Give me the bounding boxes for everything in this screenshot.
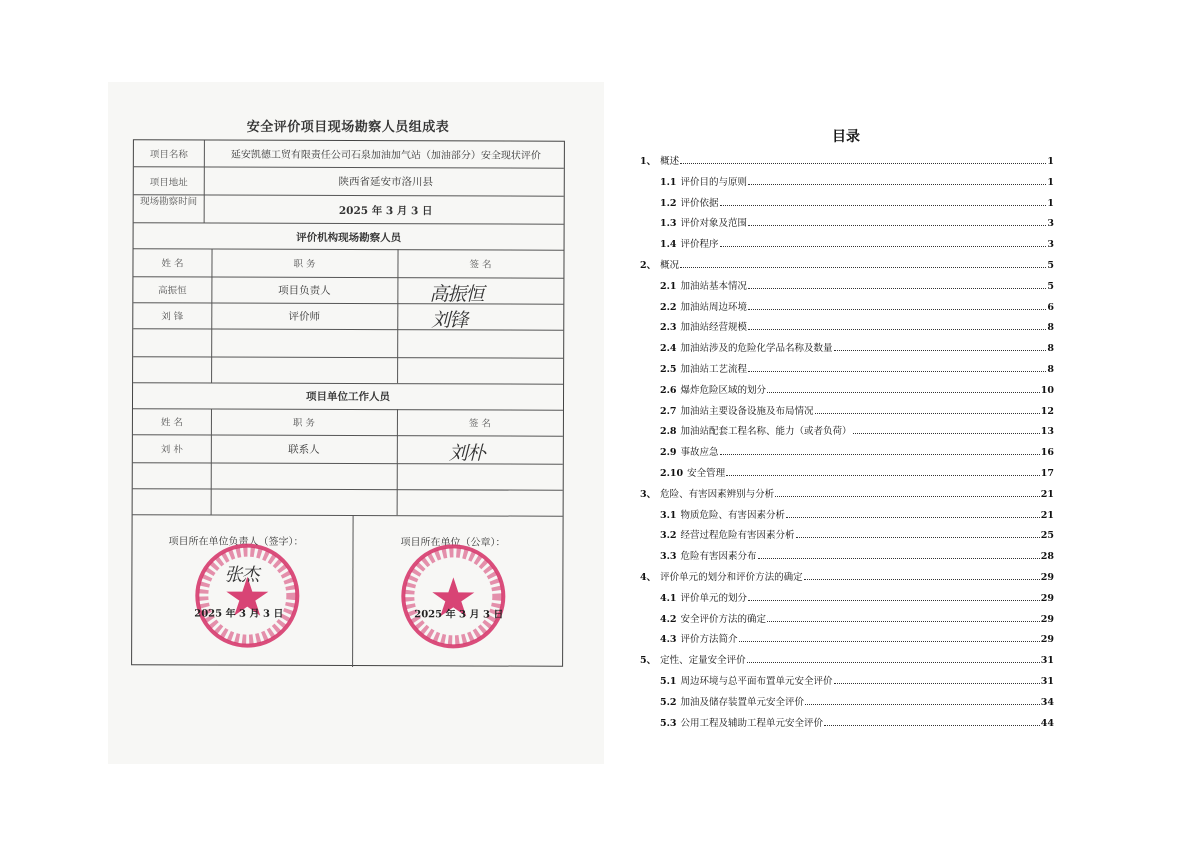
toc-entry[interactable] (640, 257, 1054, 271)
unit-seal-label: 项目所在单位（公章）： (400, 537, 506, 549)
toc-entry[interactable] (660, 174, 1054, 188)
toc-entry-page: 21 (1040, 488, 1054, 500)
toc-entry-title: 危险、有害因素辨别与分析 (660, 488, 775, 500)
toc-entry-number: 1.2 (660, 197, 677, 209)
toc-entry-title: 加油站工艺流程 (680, 364, 748, 375)
toc-entry-number: 2.8 (660, 426, 677, 438)
toc-dot-leader (720, 454, 1040, 455)
toc-entry-number: 4.1 (660, 592, 677, 604)
toc-entry-number: 3.1 (660, 509, 677, 521)
toc-entry[interactable] (660, 548, 1054, 562)
toc-entry-title: 事故应急 (680, 447, 719, 459)
toc-entry-page: 8 (1047, 343, 1054, 355)
toc-entry-title: 评价对象及范围 (680, 218, 748, 230)
toc-entry[interactable] (660, 631, 1054, 645)
toc-entry-number: 3.2 (660, 530, 677, 542)
toc-dot-leader (720, 205, 1047, 206)
survey-time-label: 现场勘察时间 (140, 196, 198, 208)
toc-entry-title: 加油站配套工程名称、能力（或者负荷） (680, 426, 852, 438)
toc-entry[interactable] (660, 444, 1054, 458)
toc-dot-leader (824, 725, 1040, 726)
toc-entry-page: 25 (1040, 530, 1054, 542)
toc-dot-leader (680, 267, 1046, 268)
toc-entry[interactable] (660, 236, 1054, 250)
toc-entry-page: 16 (1040, 447, 1054, 459)
project-location-label: 项目地址 (149, 177, 188, 189)
toc-entry-title: 评价依据 (680, 197, 719, 209)
toc-entry[interactable] (660, 195, 1054, 209)
toc-entry-title: 评价程序 (680, 239, 719, 251)
toc-entry-title: 加油及储存装置单元安全评价 (680, 696, 805, 708)
evaluator-header-role: 职 务 (293, 258, 316, 270)
toc-entry-number: 5.3 (660, 717, 677, 729)
leader-signature-date: 2025 年 3 月 3 日 (194, 608, 284, 620)
evaluator-header-signature: 签 名 (469, 259, 492, 271)
toc-entry-page: 31 (1040, 655, 1054, 667)
toc-entry[interactable] (640, 569, 1054, 583)
evaluator-header-name: 姓 名 (161, 258, 184, 270)
toc-entry-number: 2.7 (660, 405, 677, 417)
toc-entry-page: 1 (1047, 197, 1054, 209)
toc-entry[interactable] (660, 611, 1054, 625)
toc-entry-page: 29 (1040, 613, 1054, 625)
toc-entry-page: 8 (1047, 322, 1054, 334)
toc-dot-leader (804, 579, 1040, 580)
toc-entry[interactable] (660, 278, 1054, 292)
toc-dot-leader (758, 558, 1040, 559)
toc-dot-leader (748, 600, 1040, 601)
toc-entry-page: 21 (1040, 509, 1054, 521)
toc-entry[interactable] (640, 486, 1054, 500)
toc-entry[interactable] (660, 715, 1054, 729)
toc-entry-page: 8 (1047, 364, 1054, 375)
unit-staff-1-role: 联系人 (288, 443, 320, 456)
toc-dot-leader (815, 413, 1040, 414)
toc-entry-number: 2.5 (660, 364, 677, 375)
toc-entry-number: 4、 (640, 572, 657, 583)
toc-dot-leader (747, 662, 1040, 663)
toc-dot-leader (748, 184, 1046, 185)
toc-entry-page: 44 (1040, 717, 1054, 729)
unit-header-signature: 签 名 (468, 418, 491, 430)
toc-entry-page: 29 (1040, 592, 1054, 604)
toc-entry[interactable] (660, 527, 1054, 541)
toc-entry-number: 1.4 (660, 239, 677, 251)
toc-entry-title: 安全评价方法的确定 (680, 613, 767, 625)
toc-entry-title: 评价方法简介 (680, 634, 738, 646)
toc-entry-title: 概述 (660, 156, 680, 167)
toc-entry-number: 2.1 (660, 280, 677, 292)
toc-entry-title: 加油站涉及的危险化学品名称及数量 (680, 343, 833, 355)
toc-entry-number: 3.3 (660, 551, 677, 563)
toc-dot-leader (767, 621, 1040, 622)
toc-entry-page: 3 (1047, 218, 1054, 230)
toc-entry-title: 评价单元的划分 (680, 592, 748, 604)
toc-entry-number: 2.4 (660, 343, 677, 355)
toc-entry[interactable] (660, 215, 1054, 229)
toc-entry[interactable] (660, 590, 1054, 604)
toc-entry[interactable] (660, 694, 1054, 708)
toc-entry-title: 加油站主要设备设施及布局情况 (680, 405, 814, 417)
unit-staff-1-signature: 刘朴 (448, 442, 485, 465)
evaluator-2-signature: 刘锋 (431, 309, 468, 332)
toc-entry-title: 概况 (660, 260, 680, 271)
survey-personnel-table (131, 139, 565, 667)
toc-dot-leader (748, 309, 1046, 310)
toc-entry-page: 12 (1040, 405, 1054, 417)
evaluator-1-role: 项目负责人 (278, 284, 331, 297)
toc-entry-title: 公用工程及辅助工程单元安全评价 (680, 717, 824, 729)
toc-dot-leader (748, 371, 1046, 372)
leader-signature: 张杰 (224, 564, 259, 586)
toc-entry-title: 经营过程危险有害因素分析 (680, 530, 795, 542)
evaluator-1-name: 高振恒 (158, 285, 187, 297)
toc-entry-page: 13 (1040, 426, 1054, 438)
toc-entry-title: 物质危险、有害因素分析 (680, 509, 786, 521)
toc-entry[interactable] (660, 340, 1054, 354)
toc-entry[interactable] (660, 382, 1054, 396)
unit-seal-date: 2025 年 3 月 3 日 (414, 609, 504, 621)
toc-entry-page: 1 (1047, 156, 1054, 167)
toc-entry-title: 评价单元的划分和评价方法的确定 (660, 572, 803, 583)
toc-entry-title: 爆炸危险区域的划分 (680, 384, 767, 396)
toc-dot-leader (767, 392, 1040, 393)
toc-dot-leader (748, 288, 1046, 289)
project-location-value: 陕西省延安市洛川县 (338, 175, 434, 189)
evaluator-section-title: 评价机构现场勘察人员 (296, 231, 402, 245)
toc-entry-page: 5 (1047, 280, 1054, 292)
toc-dot-leader (796, 537, 1040, 538)
toc-entry[interactable] (660, 299, 1054, 313)
toc-entry-page: 3 (1047, 239, 1054, 251)
toc-entry[interactable] (660, 403, 1054, 417)
toc-entry-number: 2.3 (660, 322, 677, 334)
toc-entry-title: 安全管理 (687, 468, 726, 479)
toc-entry-page: 5 (1047, 260, 1054, 271)
toc-entry-title: 周边环境与总平面布置单元安全评价 (680, 676, 833, 687)
survey-time-value: 2025 年 3 月 3 日 (338, 204, 433, 218)
toc-dot-leader (748, 225, 1046, 226)
toc-entry-page: 31 (1040, 676, 1054, 687)
toc-entry-number: 2.6 (660, 384, 677, 396)
toc-entry[interactable] (640, 652, 1054, 666)
toc-dot-leader (834, 350, 1047, 351)
leader-signature-label: 项目所在单位负责人（签字）： (168, 536, 304, 548)
toc-entry-number: 5.1 (660, 676, 677, 687)
unit-header-name: 姓 名 (160, 417, 183, 429)
toc-entry[interactable] (660, 319, 1054, 333)
toc-entry-number: 5.2 (660, 696, 677, 708)
toc-entry-page: 29 (1040, 634, 1054, 646)
toc-dot-leader (748, 329, 1046, 330)
toc-dot-leader (853, 433, 1040, 434)
toc-entry-title: 加油站周边环境 (680, 301, 748, 313)
form-title: 安全评价项目现场勘察人员组成表 (246, 120, 450, 135)
toc-dot-leader (680, 163, 1046, 164)
project-name-value: 延安凯德工贸有限责任公司石泉加油加气站（加油部分）安全现状评价 (230, 149, 541, 162)
toc-entry-page: 34 (1040, 696, 1054, 708)
toc-entry-page: 29 (1040, 572, 1054, 583)
toc-dot-leader (775, 496, 1040, 497)
evaluator-2-role: 评价师 (288, 310, 321, 323)
toc-entry-number: 4.3 (660, 634, 677, 646)
toc-entry-number: 5、 (640, 655, 657, 667)
toc-entry-number: 4.2 (660, 613, 677, 625)
company-seal-stamp-right (400, 543, 506, 649)
toc-entry-title: 评价目的与原则 (680, 176, 748, 188)
unit-section-title: 项目单位工作人员 (306, 390, 391, 404)
toc-entry-number: 1.1 (660, 176, 677, 188)
toc-dot-leader (834, 683, 1040, 684)
evaluator-1-signature: 高振恒 (429, 283, 484, 306)
toc-entry-page: 28 (1040, 551, 1054, 563)
toc-entry[interactable] (660, 507, 1054, 521)
toc-entry[interactable] (660, 465, 1054, 479)
toc-dot-leader (805, 704, 1040, 705)
toc-entry-number: 2.9 (660, 447, 677, 459)
toc-entry-title: 定性、定量安全评价 (660, 655, 746, 667)
toc-entry[interactable] (660, 361, 1054, 375)
toc-entry-page: 10 (1040, 384, 1054, 396)
toc-dot-leader (726, 475, 1040, 476)
toc-entry-page: 17 (1040, 468, 1054, 479)
toc-entry[interactable] (640, 153, 1054, 167)
toc-entry[interactable] (660, 423, 1054, 437)
evaluator-2-name: 刘 锋 (161, 311, 184, 323)
toc-entry-page: 1 (1047, 176, 1054, 188)
toc-entry-number: 3、 (640, 488, 657, 500)
toc-entry-number: 2.10 (660, 468, 684, 479)
company-seal-stamp-left (194, 542, 300, 648)
unit-header-role: 职 务 (292, 417, 315, 429)
project-name-label: 项目名称 (149, 149, 188, 161)
toc-dot-leader (739, 641, 1040, 642)
toc-entry-page: 6 (1047, 301, 1054, 313)
toc-entry-number: 1、 (640, 156, 657, 167)
unit-staff-1-name: 刘 朴 (160, 444, 183, 456)
toc-entry-title: 危险有害因素分布 (680, 551, 757, 563)
toc-entry-title: 加油站基本情况 (680, 280, 748, 292)
toc-entry-title: 加油站经营规模 (680, 322, 748, 334)
toc-entry-number: 1.3 (660, 218, 677, 230)
toc-entry-number: 2、 (640, 260, 657, 271)
toc-entry-number: 2.2 (660, 301, 677, 313)
toc-dot-leader (720, 246, 1047, 247)
toc-title: 目录 (832, 129, 860, 145)
toc-dot-leader (786, 517, 1040, 518)
toc-entry[interactable] (660, 673, 1054, 687)
